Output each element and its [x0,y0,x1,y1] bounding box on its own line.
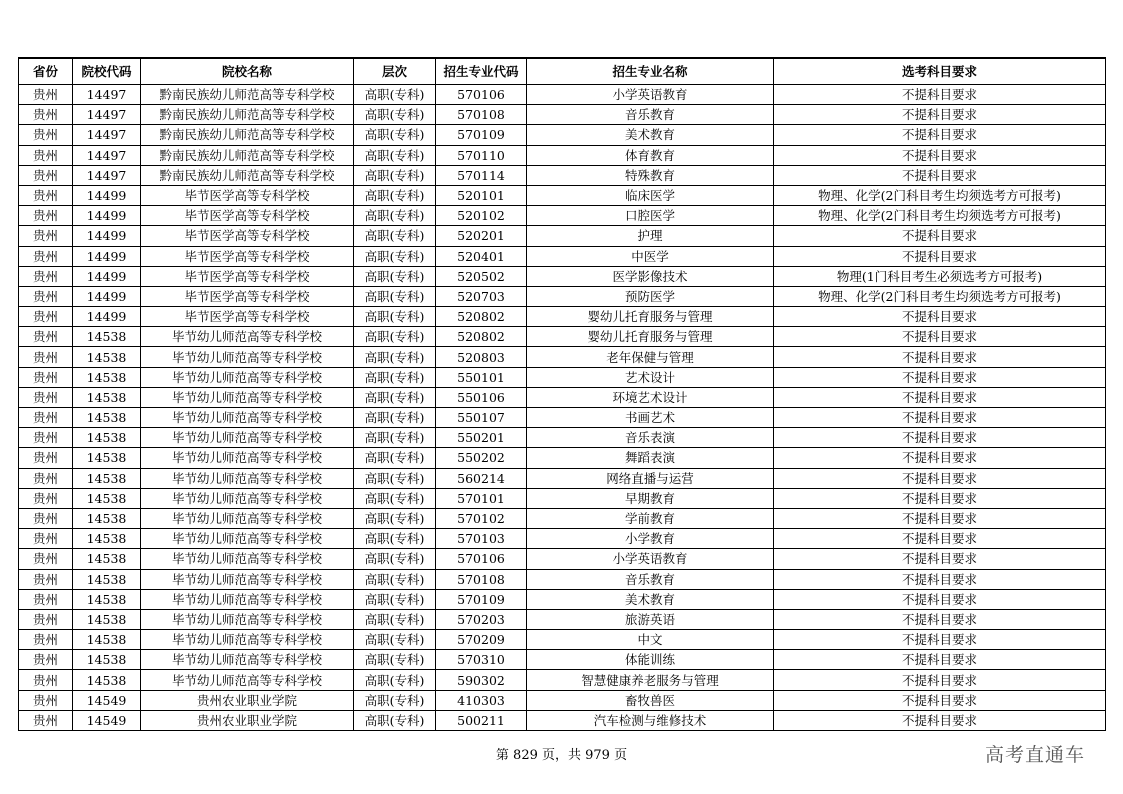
table-cell: 贵州 [19,165,73,185]
table-header [19,58,1106,85]
table-cell: 毕节幼儿师范高等专科学校 [141,387,354,407]
table-cell: 婴幼儿托育服务与管理 [527,327,774,347]
table-row [19,589,1106,609]
table-cell: 14538 [73,670,141,690]
table-cell: 书画艺术 [527,408,774,428]
table-cell: 小学英语教育 [527,85,774,105]
table-cell: 贵州 [19,347,73,367]
table-cell: 14497 [73,145,141,165]
table-cell: 520502 [436,266,527,286]
table-row [19,266,1106,286]
table-cell: 毕节幼儿师范高等专科学校 [141,327,354,347]
table-row [19,630,1106,650]
table-cell: 410303 [436,690,527,710]
table-row [19,670,1106,690]
table-cell: 体能训练 [527,650,774,670]
table-cell: 预防医学 [527,286,774,306]
table-cell: 不提科目要求 [774,670,1106,690]
table-cell: 不提科目要求 [774,650,1106,670]
column-header: 招生专业代码 [436,58,527,85]
table-cell: 贵州 [19,549,73,569]
table-row [19,145,1106,165]
table-cell: 毕节医学高等专科学校 [141,246,354,266]
table-cell: 高职(专科) [354,609,436,629]
table-cell: 不提科目要求 [774,630,1106,650]
table-cell: 高职(专科) [354,246,436,266]
table-cell: 550101 [436,367,527,387]
table-cell: 贵州 [19,569,73,589]
table-cell: 贵州 [19,307,73,327]
table-row [19,387,1106,407]
table-cell: 音乐表演 [527,428,774,448]
table-cell: 590302 [436,670,527,690]
table-cell: 14538 [73,549,141,569]
table-row [19,165,1106,185]
column-header: 层次 [354,58,436,85]
table-cell: 14538 [73,428,141,448]
table-row [19,347,1106,367]
table-cell: 贵州 [19,508,73,528]
table-cell: 高职(专科) [354,569,436,589]
table-cell: 贵州 [19,185,73,205]
table-cell: 14538 [73,650,141,670]
table-cell: 570108 [436,105,527,125]
table-cell: 毕节幼儿师范高等专科学校 [141,630,354,650]
table-cell: 贵州 [19,387,73,407]
table-cell: 毕节幼儿师范高等专科学校 [141,448,354,468]
table-cell: 毕节幼儿师范高等专科学校 [141,650,354,670]
table-cell: 570110 [436,145,527,165]
table-cell: 毕节幼儿师范高等专科学校 [141,529,354,549]
table-row [19,428,1106,448]
table-cell: 14499 [73,226,141,246]
table-cell: 14499 [73,206,141,226]
table-cell: 不提科目要求 [774,468,1106,488]
table-cell: 高职(专科) [354,650,436,670]
table-cell: 不提科目要求 [774,246,1106,266]
table-cell: 高职(专科) [354,589,436,609]
table-cell: 14538 [73,448,141,468]
table-cell: 旅游英语 [527,609,774,629]
table-cell: 贵州 [19,488,73,508]
table-cell: 550202 [436,448,527,468]
table-cell: 高职(专科) [354,347,436,367]
table-cell: 14499 [73,286,141,306]
table-cell: 不提科目要求 [774,226,1106,246]
table-cell: 14538 [73,408,141,428]
table-cell: 美术教育 [527,589,774,609]
table-cell: 小学教育 [527,529,774,549]
table-cell: 贵州农业职业学院 [141,710,354,730]
table-cell: 14497 [73,105,141,125]
table-cell: 570109 [436,589,527,609]
table-cell: 不提科目要求 [774,609,1106,629]
table-cell: 高职(专科) [354,468,436,488]
table-row [19,529,1106,549]
column-header: 招生专业名称 [527,58,774,85]
table-cell: 贵州 [19,125,73,145]
table-cell: 14549 [73,710,141,730]
table-cell: 不提科目要求 [774,145,1106,165]
table-cell: 高职(专科) [354,226,436,246]
table-cell: 570108 [436,569,527,589]
table-cell: 不提科目要求 [774,448,1106,468]
watermark-logo: 高考直通车 [985,744,1086,766]
table-row [19,448,1106,468]
table-cell: 560214 [436,468,527,488]
table-cell: 物理(1门科目考生必须选考方可报考) [774,266,1106,286]
table-cell: 高职(专科) [354,85,436,105]
table-cell: 570203 [436,609,527,629]
table-cell: 高职(专科) [354,549,436,569]
column-header: 选考科目要求 [774,58,1106,85]
table-cell: 毕节幼儿师范高等专科学校 [141,367,354,387]
table-row [19,307,1106,327]
table-cell: 中文 [527,630,774,650]
table-cell: 高职(专科) [354,387,436,407]
column-header: 院校名称 [141,58,354,85]
page-footer: 第 829 页，共 979 页 [495,748,628,763]
table-cell: 黔南民族幼儿师范高等专科学校 [141,165,354,185]
table-cell: 550106 [436,387,527,407]
table-cell: 不提科目要求 [774,428,1106,448]
table-cell: 高职(专科) [354,488,436,508]
table-cell: 不提科目要求 [774,569,1106,589]
table-cell: 贵州 [19,105,73,125]
table-cell: 舞蹈表演 [527,448,774,468]
table-cell: 不提科目要求 [774,347,1106,367]
table-cell: 汽车检测与维修技术 [527,710,774,730]
table-cell: 网络直播与运营 [527,468,774,488]
table-cell: 贵州 [19,85,73,105]
table-cell: 高职(专科) [354,428,436,448]
table-cell: 14538 [73,529,141,549]
table-cell: 14549 [73,690,141,710]
table-cell: 贵州 [19,327,73,347]
table-cell: 520102 [436,206,527,226]
table-cell: 毕节医学高等专科学校 [141,185,354,205]
table-cell: 智慧健康养老服务与管理 [527,670,774,690]
table-cell: 高职(专科) [354,690,436,710]
table-cell: 音乐教育 [527,105,774,125]
table-row [19,185,1106,205]
table-row [19,226,1106,246]
table-cell: 不提科目要求 [774,549,1106,569]
table-cell: 贵州 [19,286,73,306]
column-header: 院校代码 [73,58,141,85]
table-cell: 14499 [73,185,141,205]
table-cell: 贵州 [19,206,73,226]
table-cell: 毕节幼儿师范高等专科学校 [141,609,354,629]
enrollment-table [18,57,1106,731]
table-cell: 美术教育 [527,125,774,145]
table-cell: 14497 [73,85,141,105]
table-cell: 不提科目要求 [774,690,1106,710]
table-cell: 不提科目要求 [774,408,1106,428]
table-row [19,85,1106,105]
table-cell: 贵州 [19,690,73,710]
table-cell: 570209 [436,630,527,650]
table-cell: 14538 [73,347,141,367]
table-cell: 毕节幼儿师范高等专科学校 [141,670,354,690]
table-cell: 不提科目要求 [774,589,1106,609]
table-cell: 高职(专科) [354,367,436,387]
table-cell: 贵州 [19,609,73,629]
table-cell: 不提科目要求 [774,387,1106,407]
table-cell: 14538 [73,327,141,347]
table-cell: 物理、化学(2门科目考生均须选考方可报考) [774,185,1106,205]
table-cell: 毕节医学高等专科学校 [141,206,354,226]
table-cell: 不提科目要求 [774,508,1106,528]
table-row [19,488,1106,508]
table-cell: 毕节幼儿师范高等专科学校 [141,569,354,589]
table-cell: 570106 [436,549,527,569]
table-cell: 畜牧兽医 [527,690,774,710]
table-row [19,569,1106,589]
table-cell: 学前教育 [527,508,774,528]
table-cell: 不提科目要求 [774,85,1106,105]
table-row [19,367,1106,387]
table-cell: 贵州 [19,650,73,670]
table-cell: 不提科目要求 [774,710,1106,730]
table-cell: 14499 [73,246,141,266]
table-cell: 570106 [436,85,527,105]
table-cell: 14497 [73,125,141,145]
table-cell: 14497 [73,165,141,185]
table-cell: 毕节幼儿师范高等专科学校 [141,488,354,508]
table-cell: 毕节幼儿师范高等专科学校 [141,468,354,488]
table-cell: 550201 [436,428,527,448]
table-cell: 14499 [73,307,141,327]
table-row [19,549,1106,569]
table-cell: 14538 [73,589,141,609]
table-row [19,468,1106,488]
table-cell: 高职(专科) [354,105,436,125]
table-cell: 550107 [436,408,527,428]
table-cell: 高职(专科) [354,448,436,468]
table-cell: 520802 [436,307,527,327]
table-cell: 护理 [527,226,774,246]
table-cell: 不提科目要求 [774,367,1106,387]
table-cell: 贵州 [19,448,73,468]
table-cell: 环境艺术设计 [527,387,774,407]
table-cell: 500211 [436,710,527,730]
table-cell: 物理、化学(2门科目考生均须选考方可报考) [774,286,1106,306]
table-cell: 不提科目要求 [774,165,1106,185]
table-cell: 毕节幼儿师范高等专科学校 [141,347,354,367]
table-cell: 570114 [436,165,527,185]
table-cell: 高职(专科) [354,165,436,185]
table-cell: 黔南民族幼儿师范高等专科学校 [141,105,354,125]
table-cell: 贵州 [19,145,73,165]
table-cell: 高职(专科) [354,710,436,730]
table-cell: 毕节幼儿师范高等专科学校 [141,408,354,428]
table-cell: 艺术设计 [527,367,774,387]
table-row [19,105,1106,125]
table-cell: 520703 [436,286,527,306]
table-cell: 贵州 [19,630,73,650]
table-cell: 570101 [436,488,527,508]
table-row [19,206,1106,226]
table-cell: 520101 [436,185,527,205]
table-cell: 高职(专科) [354,529,436,549]
table-cell: 14538 [73,387,141,407]
table-cell: 520401 [436,246,527,266]
table-cell: 贵州 [19,529,73,549]
table-cell: 不提科目要求 [774,307,1106,327]
table-cell: 570310 [436,650,527,670]
table-cell: 体育教育 [527,145,774,165]
table-cell: 物理、化学(2门科目考生均须选考方可报考) [774,206,1106,226]
table-cell: 毕节医学高等专科学校 [141,266,354,286]
table-cell: 贵州 [19,408,73,428]
table-cell: 贵州 [19,428,73,448]
table-cell: 口腔医学 [527,206,774,226]
table-cell: 14538 [73,508,141,528]
table-row [19,650,1106,670]
table-cell: 570102 [436,508,527,528]
table-cell: 贵州农业职业学院 [141,690,354,710]
table-cell: 高职(专科) [354,630,436,650]
table-cell: 570103 [436,529,527,549]
table-cell: 医学影像技术 [527,266,774,286]
table-row [19,609,1106,629]
table-cell: 贵州 [19,246,73,266]
table-cell: 14538 [73,367,141,387]
table-cell: 14538 [73,488,141,508]
table-row [19,286,1106,306]
table-cell: 毕节医学高等专科学校 [141,286,354,306]
table-cell: 老年保健与管理 [527,347,774,367]
table-cell: 贵州 [19,226,73,246]
table-cell: 高职(专科) [354,266,436,286]
table-cell: 14538 [73,468,141,488]
table-cell: 高职(专科) [354,508,436,528]
table-cell: 不提科目要求 [774,125,1106,145]
table-cell: 黔南民族幼儿师范高等专科学校 [141,85,354,105]
table-cell: 毕节医学高等专科学校 [141,226,354,246]
table-cell: 高职(专科) [354,185,436,205]
column-header: 省份 [19,58,73,85]
table-row [19,125,1106,145]
table-cell: 特殊教育 [527,165,774,185]
table-row [19,408,1106,428]
table-cell: 高职(专科) [354,206,436,226]
table-cell: 毕节幼儿师范高等专科学校 [141,549,354,569]
table-cell: 520802 [436,327,527,347]
table-cell: 早期教育 [527,488,774,508]
table-cell: 高职(专科) [354,327,436,347]
table-cell: 毕节幼儿师范高等专科学校 [141,508,354,528]
table-cell: 小学英语教育 [527,549,774,569]
table-cell: 不提科目要求 [774,105,1106,125]
table-cell: 毕节幼儿师范高等专科学校 [141,428,354,448]
table-cell: 高职(专科) [354,145,436,165]
table-cell: 婴幼儿托育服务与管理 [527,307,774,327]
table-cell: 贵州 [19,367,73,387]
table-cell: 14499 [73,266,141,286]
header-row [19,58,1106,85]
table-cell: 毕节幼儿师范高等专科学校 [141,589,354,609]
table-body [19,85,1106,731]
table-cell: 高职(专科) [354,286,436,306]
table-cell: 570109 [436,125,527,145]
table-cell: 临床医学 [527,185,774,205]
table-cell: 中医学 [527,246,774,266]
table-cell: 高职(专科) [354,670,436,690]
table-cell: 音乐教育 [527,569,774,589]
table-cell: 黔南民族幼儿师范高等专科学校 [141,125,354,145]
table-cell: 不提科目要求 [774,529,1106,549]
table-cell: 贵州 [19,670,73,690]
table-row [19,508,1106,528]
table-cell: 不提科目要求 [774,488,1106,508]
table-row [19,710,1106,730]
table-cell: 14538 [73,609,141,629]
table-cell: 黔南民族幼儿师范高等专科学校 [141,145,354,165]
table-row [19,690,1106,710]
table-row [19,246,1106,266]
table-cell: 520201 [436,226,527,246]
table-cell: 高职(专科) [354,408,436,428]
table-cell: 520803 [436,347,527,367]
table-cell: 贵州 [19,266,73,286]
document-page [18,57,1105,731]
table-cell: 贵州 [19,589,73,609]
table-cell: 不提科目要求 [774,327,1106,347]
table-cell: 高职(专科) [354,307,436,327]
table-cell: 14538 [73,569,141,589]
table-cell: 贵州 [19,468,73,488]
table-cell: 贵州 [19,710,73,730]
table-cell: 高职(专科) [354,125,436,145]
table-cell: 14538 [73,630,141,650]
table-cell: 毕节医学高等专科学校 [141,307,354,327]
table-row [19,327,1106,347]
